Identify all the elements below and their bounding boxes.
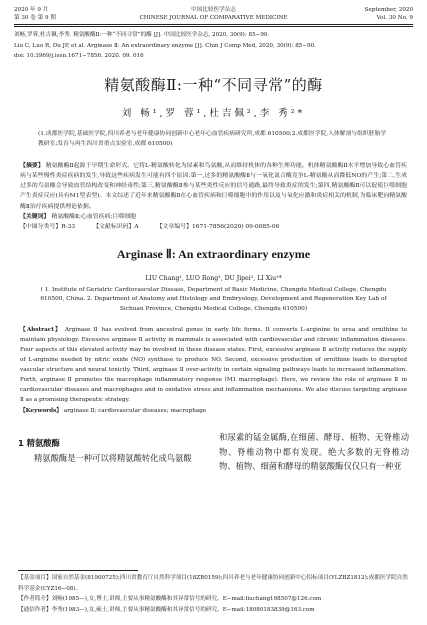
authors-cn: 刘 畅¹,罗 蓉¹,杜吉佩²,李 秀²* [121, 107, 306, 119]
journal-header [14, 6, 413, 22]
journal-name-cn: 中国比较医学杂志 [191, 7, 236, 13]
header-right [333, 6, 413, 22]
body-paragraph-right: 和尿素的锰金属酶,在细菌、酵母、植物、无脊椎动物、脊椎动物中都有发现。绝大多数的无脊椎动物、植物、细菌和酵母的精氨酸酶仅仅只有一种亚 [219, 431, 409, 472]
article-number: 【文章编号】1671-7856(2020) 09-0085-06 [156, 224, 280, 231]
header-journal [94, 6, 333, 22]
citation-en: Liu C, Luo R, Du JP, et al. Arginase Ⅱ: An extraordinary enzyme [J]. Chin J Comp Med, 2020, 30(9): 85−90. [14, 42, 316, 49]
keywords-cn [14, 212, 413, 222]
keywords-en-label: 【Keywords】 [20, 407, 62, 414]
authors-en: LIU Chang¹, LUO Rong¹, DU Jipei², LI Xiu²* [145, 274, 282, 282]
article-title-cn: 精氨酸酶Ⅱ:一种“不同寻常”的酶 [104, 75, 323, 94]
header-left [14, 6, 94, 22]
keywords-en-text: arginase Ⅱ; cardiovascular diseases; macrophage [63, 407, 207, 414]
header-rule-thin [14, 26, 413, 27]
abstract-cn-text: 精氨酸酶Ⅱ起源于早期生命形式。它将L-精氨酸转化为尿素和鸟氨酸,从而维持机体的各种生理功能。机体精氨酸酶Ⅱ水平增加导致心血管疾病与某些慢性炎症疾病的发生,导致这些疾病发生可能有四个原因:第一,过多的精氨酸酶Ⅱ与一氧化氮合酶竞争L-精氨酸从而降低NO的产生;第二,生成过多的鸟氨酸会导致血管结构改变和神经毒性;第三,精氨酸酶Ⅱ参与某些炎性反应的信号通路,最终导致炎症的发生;第四,精氨酸酶Ⅱ可以促使巨噬细胞产生炎症反应(具有M1型表型)。本文综述了近年来精氨酸酶Ⅱ在心血管疾病和巨噬细胞中的作用以及与氧化应激和炎症相关的机制,为临床靶向精氨酸酶Ⅱ治疗疾病提供理论依据。 [20, 162, 407, 210]
keywords-cn-label: 【关键词】 [20, 212, 50, 220]
header-date-cn: 2020 年 9 月 [14, 7, 49, 13]
article-title-en: Arginase Ⅱ: An extraordinary enzyme [116, 246, 311, 261]
footnote-corresponding: 【通信作者】李秀(1983—),女,硕士,讲师,主要从事精氨酸酶和其异常信号的研究。E−mail:18080183839@163.com [18, 607, 315, 614]
classification-row [14, 222, 413, 232]
header-date-en: September, 2020 [364, 7, 413, 13]
clc-number: 【中图分类号】R-33 [20, 224, 76, 231]
body-column-left [18, 430, 208, 474]
doi[interactable]: doi: 10.3969/j.issn.1671−7856. 2020. 09. 016 [14, 53, 144, 59]
keywords-en [14, 406, 413, 416]
affiliations-cn: (1.成都医学院,基础医学院,四川养老与老年健康协同创新中心老年心血管疾病研究所,成都 610500;2.成都医学院,人体解剖与组织胚胎学教研室;发育与再生四川省重点实验室,成都 610500) [38, 130, 387, 147]
abstract-en-text: Arginase Ⅱ has evolved from ancestral genes in early life forms. It converts L-arginine to urea and ornithine to maintain physiology. Excessive arginase Ⅱ activity in mammals is associated with cardiovascular and chronic inflammation diseases. Four aspects of this elevated activity may be involved in these disease states. First, excessive arginase Ⅱ activity reduces the supply of L-arginine needed by nitric oxide (NO) synthase to produce NO. Second, excessive production of ornithine leads to disrupted vascular structure and neural toxicity. Third, arginase Ⅱ over-activity in certain signaling pathways leads to increased inflammation. Forth, arginase Ⅱ promotes the macrophage inflammatory response (M1 macrophage). Here, we review the role of arginase Ⅱ in cardiovascular diseases and macrophages and in oxidative stress and inflammation mechanisms. We also discuss targeting arginase Ⅱ as a promising therapeutic strategy. [20, 326, 407, 403]
keywords-cn-text: 精氨酸酶Ⅱ;心血管疾病;巨噬细胞 [51, 213, 137, 220]
affiliations-en: ( 1. Institute of Geriatric Cardiovascular Disease, Department of Basic Medicine, Chengdu Medical College, Chengdu 610500, China. 2. Department of Anatomy and Histology and Embryology, Development and Regeneration Key Lab of Sichuan Province, Chengdu Medical College, Chengdu 610500) [40, 286, 387, 313]
abstract-cn [14, 161, 413, 212]
footnotes [18, 573, 409, 616]
journal-name-en: CHINESE JOURNAL OF COMPARATIVE MEDICINE [139, 15, 288, 21]
citation-block [14, 30, 413, 62]
citation-cn: 刘畅,罗蓉,杜吉佩,李秀. 精氨酸酶Ⅱ:一种“不同寻常”的酶 [J]. 中国比较医学杂志, 2020, 30(9): 85−90. [14, 32, 270, 38]
header-volume-cn: 第 30 卷 第 9 期 [14, 15, 56, 21]
abstract-cn-label: 【摘要】 [20, 161, 44, 169]
abstract-en-label: 【Abstract】 [20, 326, 62, 333]
body-paragraph-left: 精氨酸酶是一种可以将精氨酸转化成鸟氨酸 [34, 452, 192, 463]
section-heading: 1 精氨酸酶 [18, 437, 60, 448]
footnote-author: 【作者简介】刘畅(1985—),女,博士,讲师,主要从事精氨酸酶和其异常信号的研究。E−mail:liuchang198507@126.com [18, 596, 322, 603]
footnote-fund: 【基金项目】国家自然基金(81900725);四川省教育厅自然科学项目(18ZB0159);四川养老与老年健康协同创新中心招标项目(YLZBZ1812);成都医学院自然科学基金(CYZ16−08)。 [18, 575, 408, 592]
header-volume-en: Vol. 30 No. 9 [376, 15, 413, 21]
abstract-en [14, 325, 413, 405]
header-rule [14, 24, 413, 25]
body-columns [14, 430, 413, 474]
footnote-rule [18, 570, 138, 571]
document-code: 【文献标识码】A [93, 224, 139, 231]
body-column-right [219, 430, 409, 474]
